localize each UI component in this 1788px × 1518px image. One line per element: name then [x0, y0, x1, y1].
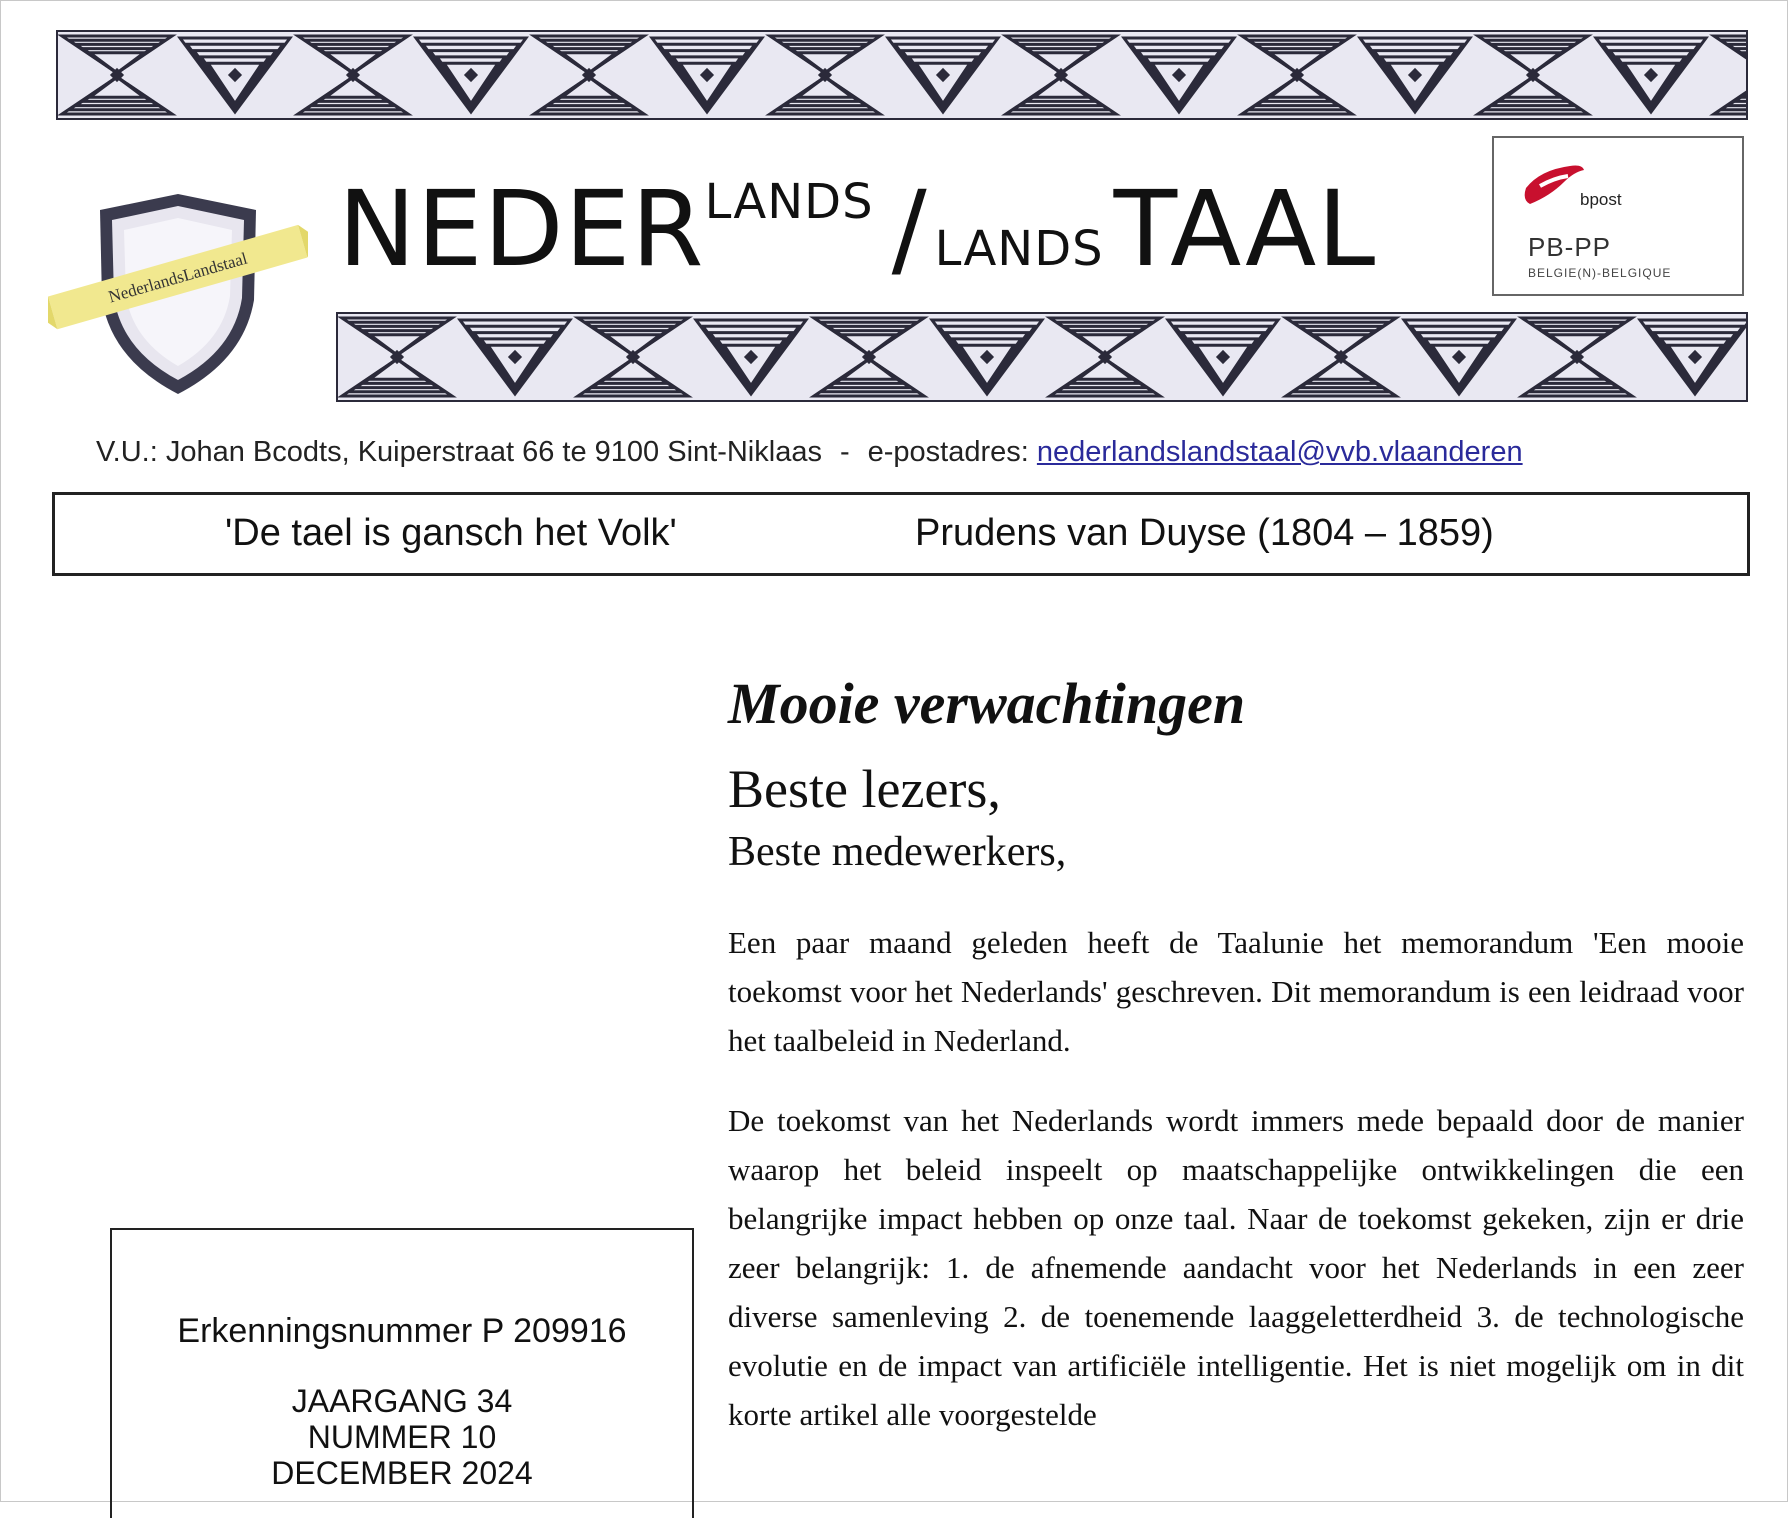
band-tile	[62, 36, 172, 114]
band-tile	[1640, 320, 1748, 394]
decorative-band-top	[56, 30, 1748, 120]
band-tile	[696, 320, 806, 394]
issue-date: DECEMBER 2024	[271, 1455, 533, 1491]
band-tile	[932, 320, 1042, 394]
greeting-readers: Beste lezers,	[728, 759, 1001, 819]
publisher-line	[96, 436, 1523, 469]
publisher-separator: -	[839, 436, 850, 468]
email-link[interactable]: nederlandslandstaal@vvb.vlaanderen	[1036, 436, 1523, 468]
article-paragraph-1: Een paar maand geleden heeft de Taalunie het memorandum 'Een mooie toekomst voor het Nederlands' geschreven. Dit memorandum is een leidraad voor het taalbeleid in Nederland.	[728, 925, 1744, 1058]
title-neder: NEDER	[338, 168, 705, 290]
band-tile	[888, 38, 998, 112]
band-tile	[770, 36, 880, 114]
title-slash: /	[891, 168, 927, 290]
band-tile	[1360, 38, 1470, 112]
article	[728, 668, 1744, 1470]
band-tile	[1522, 318, 1632, 396]
band-tile	[1124, 38, 1234, 112]
band-tile	[1286, 318, 1396, 396]
title-taal: TAAL	[1113, 168, 1377, 290]
volume: JAARGANG 34	[291, 1383, 513, 1419]
shield-icon	[48, 190, 308, 400]
publication-info-box	[110, 1228, 694, 1518]
band-tile	[1596, 38, 1706, 112]
band-pattern-bottom	[338, 314, 1748, 402]
band-tile	[578, 318, 688, 396]
article-paragraph-2: De toekomst van het Nederlands wordt immers mede bepaald door de manier waarop het beleid inspeelt op maatschappelijke ontwikkelingen die een belangrijke impact hebben op onze taal. Naar de toekomst gekeken, zijn er drie zeer belangrijk: 1. de afnemende aandacht voor het Nederlands in een zeer diverse samenleving 2. de toenemende laaggeletterdheid 3. de technologische evolutie en de impact van artificiële intelligentie. Het is niet mogelijk om in dit korte artikel alle voorgestelde	[728, 1103, 1744, 1432]
newspaper-title	[338, 168, 1376, 288]
stamp-brand: bpost	[1580, 190, 1622, 209]
band-tile	[1168, 320, 1278, 394]
logo-banner-text: NederlandsLandstaal	[106, 248, 250, 307]
band-tile	[342, 318, 452, 396]
band-tile	[460, 320, 570, 394]
email-label: e-postadres:	[867, 436, 1029, 468]
title-lands-small: LANDS	[934, 221, 1104, 277]
band-pattern-top	[58, 32, 1748, 120]
issue-number: NUMMER 10	[307, 1419, 497, 1455]
quote-author: Prudens van Duyse (1804 – 1859)	[915, 512, 1494, 554]
greeting-contributors: Beste medewerkers,	[728, 829, 1067, 875]
quote-text: 'De tael is gansch het Volk'	[225, 512, 677, 554]
recognition-number: Erkenningsnummer P 209916	[177, 1312, 627, 1350]
band-tile	[534, 36, 644, 114]
title-lands-superscript: LANDS	[704, 174, 874, 230]
stamp-country: BELGIE(N)-BELGIQUE	[1528, 266, 1672, 280]
article-headline: Mooie verwachtingen	[728, 671, 1246, 736]
band-tile	[1404, 320, 1514, 394]
stamp-code: PB-PP	[1528, 232, 1612, 262]
shield-logo	[48, 190, 308, 400]
band-tile	[298, 36, 408, 114]
band-tile	[814, 318, 924, 396]
band-tile	[1006, 36, 1116, 114]
band-tile	[1050, 318, 1160, 396]
postage-stamp	[1492, 136, 1744, 296]
band-tile	[1478, 36, 1588, 114]
decorative-band-bottom	[336, 312, 1748, 402]
band-tile	[1242, 36, 1352, 114]
quote-box	[52, 492, 1750, 576]
band-tile	[1714, 36, 1748, 114]
band-tile	[416, 38, 526, 112]
band-tile	[652, 38, 762, 112]
band-tile	[180, 38, 290, 112]
publisher-address: V.U.: Johan Bcodts, Kuiperstraat 66 te 9100 Sint-Niklaas	[96, 436, 822, 468]
